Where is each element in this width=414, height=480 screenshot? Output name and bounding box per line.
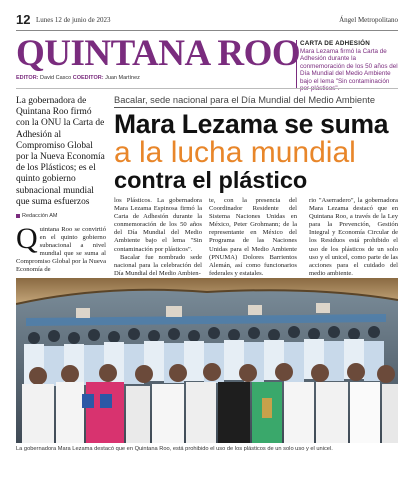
headline-line-2: a la lucha mundial [114,136,356,169]
headline-line-1: Mara Lezama se suma [114,109,389,139]
headline-line-3: contra el plástico [114,167,308,193]
sidebar-box-text: Mara Lezama firmó la Carta de Adhesión durante la conmemoración de los 50 años del Día Mundial del Medio Ambiente bajo el lema "Sin contaminación [300,48,398,85]
group-photo-illustration [16,278,398,443]
editor-name: David Casco [40,75,72,81]
coeditor-name: Juan Martínez [105,75,140,81]
body-paragraph: te, con la presencia del Coordinador Residente del Sistema Naciones Unidas en México, Peter Grohmann; de la representante en México del Programa de las Naciones Unidas para el Medio Ambiente (PNUMA) Dolores Barrientos Alemán, así como funcionarios federales y estatales. [209,197,297,277]
body-paragraph: los Plásticos. La gobernadora Mara Lezama Espinosa firmó la Carta de Adhesión durante la conmemoración de los 50 años del Día Mundial del Medio Ambiente bajo el lema "Sin contaminación por plásticos". [114,197,202,253]
byline-marker-icon [16,214,20,218]
body-paragraph: rio "Aserradero", la gobernadora Mara Lezama destacó que en Quintana Roo, a través de la Ley para la Prevención, Gestión Integral y Economía Circular de los Residuos está prohibido el uso de los plásticos de un solo uso y el unicel, como parte de las acciones para el cuidado del medio ambiente. [309,197,398,277]
issue-date: Lunes 12 de junio de 2023 [36,16,111,24]
section-title: QUINTANA ROO [16,33,301,74]
publication-name: Ángel Metropolitano [339,16,398,24]
article-summary [16,96,106,219]
body-paragraph: Bacalar fue nombrado sede nacional para la celebración del Día Mundial del Medio Ambien- [114,253,202,277]
article-kicker: Bacalar, sede nacional para el Día Mundial del Medio Ambiente [114,95,375,105]
header-rule [16,30,398,31]
coeditor-label: COEDITOR: [72,75,104,81]
photo-caption: La gobernadora Mara Lezama destacó que en Quintana Roo, está prohibido el uso de los plásticos de un solo uso y el unicel. [16,446,333,452]
dropcap: Q [16,222,38,255]
byline-text: Redacción AM [22,213,58,220]
body-column-4 [309,197,398,278]
kicker-rule [114,107,352,108]
page-header [16,14,398,28]
editor-label: EDITOR: [16,75,39,81]
body-column-1-text: uintana Roo se convirtió en el quinto gobierno subnacional a nivel mundial que se suma al Compromiso Global por la Nueva Economía de [16,226,106,274]
sidebar-box [296,40,398,88]
body-column-1 [16,222,106,275]
section-credits [16,75,286,81]
page-number: 12 [16,12,31,27]
body-column-3 [209,197,297,286]
sidebar-box-title: CARTA DE ADHESIÓN [300,40,370,47]
byline [16,213,106,219]
section-rule [16,88,398,89]
summary-text: La gobernadora de Quintana Roo firmó con la ONU la Carta de Adhesión al Compromiso Global por la Nueva Economía de los Plásticos; es el quinto gobierno subnacional mundial que suma esfuerzos [16,96,105,207]
news-photo [16,278,398,443]
body-column-2 [114,197,202,278]
